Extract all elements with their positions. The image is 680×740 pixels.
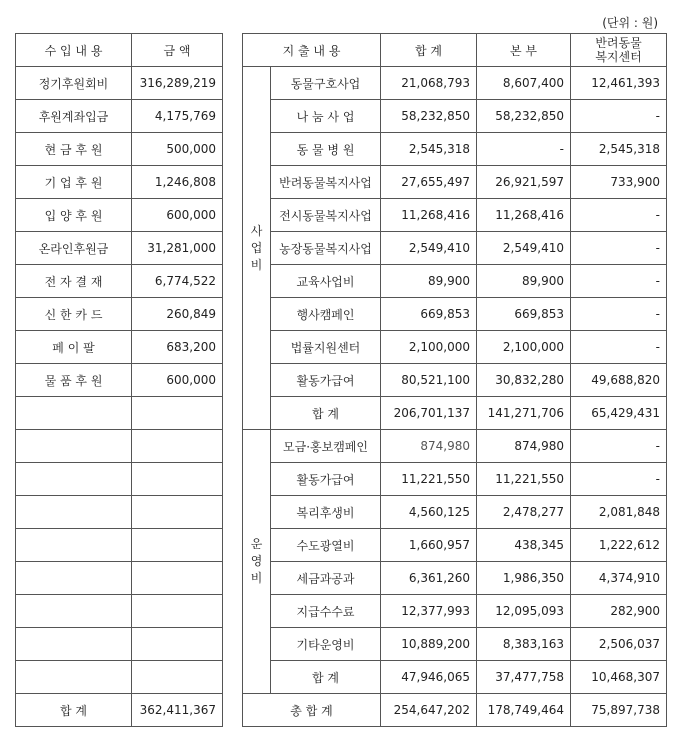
income-row bbox=[16, 133, 223, 166]
business-subtotal-hq: 141,271,706 bbox=[477, 397, 571, 430]
business-item: 농장동물복지사업 bbox=[271, 232, 381, 265]
income-empty-cell bbox=[132, 595, 223, 628]
business-hq: 2,100,000 bbox=[477, 331, 571, 364]
income-empty-row bbox=[16, 496, 223, 529]
operating-item: 기타운영비 bbox=[271, 628, 381, 661]
business-center: - bbox=[571, 298, 667, 331]
business-row bbox=[243, 133, 667, 166]
business-item: 교육사업비 bbox=[271, 265, 381, 298]
income-empty-cell bbox=[132, 628, 223, 661]
unit-note: (단위 : 원) bbox=[602, 16, 658, 30]
operating-center: 1,222,612 bbox=[571, 529, 667, 562]
income-empty-cell bbox=[16, 430, 132, 463]
operating-row bbox=[243, 529, 667, 562]
operating-row bbox=[243, 628, 667, 661]
business-hq: 26,921,597 bbox=[477, 166, 571, 199]
income-empty-row bbox=[16, 628, 223, 661]
income-amount: 500,000 bbox=[132, 133, 223, 166]
business-subtotal-total: 206,701,137 bbox=[381, 397, 477, 430]
income-item: 온라인후원금 bbox=[16, 232, 132, 265]
operating-item: 세금과공과 bbox=[271, 562, 381, 595]
business-hq: 11,268,416 bbox=[477, 199, 571, 232]
business-subtotal-label: 합 계 bbox=[271, 397, 381, 430]
operating-total: 4,560,125 bbox=[381, 496, 477, 529]
income-empty-cell bbox=[16, 496, 132, 529]
business-item: 동물구호사업 bbox=[271, 67, 381, 100]
income-item: 페 이 팔 bbox=[16, 331, 132, 364]
operating-row bbox=[243, 562, 667, 595]
operating-item: 복리후생비 bbox=[271, 496, 381, 529]
income-item: 물 품 후 원 bbox=[16, 364, 132, 397]
business-item: 행사캠페인 bbox=[271, 298, 381, 331]
business-row bbox=[243, 166, 667, 199]
income-amount: 31,281,000 bbox=[132, 232, 223, 265]
income-item: 후원계좌입금 bbox=[16, 100, 132, 133]
business-center: - bbox=[571, 232, 667, 265]
income-empty-row bbox=[16, 397, 223, 430]
income-row bbox=[16, 100, 223, 133]
income-empty-row bbox=[16, 595, 223, 628]
grand-total-center: 75,897,738 bbox=[571, 694, 667, 727]
business-group-label-text: 사 업 비 bbox=[250, 223, 263, 272]
business-hq: 58,232,850 bbox=[477, 100, 571, 133]
income-total-label: 합 계 bbox=[16, 694, 132, 727]
operating-item: 지급수수료 bbox=[271, 595, 381, 628]
income-empty-cell bbox=[132, 562, 223, 595]
business-center: - bbox=[571, 331, 667, 364]
income-total-amount: 362,411,367 bbox=[132, 694, 223, 727]
business-row bbox=[243, 364, 667, 397]
income-empty-cell bbox=[16, 463, 132, 496]
operating-group-label bbox=[243, 430, 271, 694]
income-empty-row bbox=[16, 463, 223, 496]
operating-row bbox=[243, 496, 667, 529]
income-amount: 260,849 bbox=[132, 298, 223, 331]
operating-subtotal-total: 47,946,065 bbox=[381, 661, 477, 694]
business-item: 활동가급여 bbox=[271, 364, 381, 397]
operating-hq: 8,383,163 bbox=[477, 628, 571, 661]
operating-hq: 874,980 bbox=[477, 430, 571, 463]
income-empty-cell bbox=[132, 496, 223, 529]
business-center: - bbox=[571, 265, 667, 298]
operating-subtotal-center: 10,468,307 bbox=[571, 661, 667, 694]
expense-table bbox=[242, 33, 667, 727]
business-total: 80,521,100 bbox=[381, 364, 477, 397]
expense-header-center bbox=[571, 34, 667, 67]
expense-header-center-line1: 반려동물 bbox=[595, 36, 642, 50]
grand-total-label: 총 합 계 bbox=[243, 694, 381, 727]
business-total: 27,655,497 bbox=[381, 166, 477, 199]
income-empty-cell bbox=[16, 661, 132, 694]
business-center: 49,688,820 bbox=[571, 364, 667, 397]
income-header-amount: 금 액 bbox=[132, 34, 223, 67]
income-total-row bbox=[16, 694, 223, 727]
operating-total: 1,660,957 bbox=[381, 529, 477, 562]
operating-center: - bbox=[571, 463, 667, 496]
operating-hq: 12,095,093 bbox=[477, 595, 571, 628]
operating-center: - bbox=[571, 430, 667, 463]
income-amount: 683,200 bbox=[132, 331, 223, 364]
business-row bbox=[243, 100, 667, 133]
business-total: 2,100,000 bbox=[381, 331, 477, 364]
income-empty-cell bbox=[132, 529, 223, 562]
expense-header-total: 합 계 bbox=[381, 34, 477, 67]
income-empty-cell bbox=[132, 397, 223, 430]
operating-hq: 1,986,350 bbox=[477, 562, 571, 595]
income-empty-row bbox=[16, 430, 223, 463]
operating-group-label-text: 운 영 비 bbox=[250, 537, 263, 585]
income-amount: 600,000 bbox=[132, 364, 223, 397]
business-hq: 89,900 bbox=[477, 265, 571, 298]
income-row bbox=[16, 265, 223, 298]
income-table bbox=[15, 33, 223, 727]
income-amount: 6,774,522 bbox=[132, 265, 223, 298]
business-total: 2,549,410 bbox=[381, 232, 477, 265]
business-total: 89,900 bbox=[381, 265, 477, 298]
income-empty-row bbox=[16, 661, 223, 694]
income-row bbox=[16, 232, 223, 265]
income-amount: 1,246,808 bbox=[132, 166, 223, 199]
income-empty-cell bbox=[16, 529, 132, 562]
operating-center: 282,900 bbox=[571, 595, 667, 628]
operating-center: 4,374,910 bbox=[571, 562, 667, 595]
income-empty-cell bbox=[132, 661, 223, 694]
business-hq: 2,549,410 bbox=[477, 232, 571, 265]
operating-row bbox=[243, 595, 667, 628]
business-center: - bbox=[571, 199, 667, 232]
operating-total: 11,221,550 bbox=[381, 463, 477, 496]
income-amount: 600,000 bbox=[132, 199, 223, 232]
operating-hq: 2,478,277 bbox=[477, 496, 571, 529]
business-item: 반려동물복지사업 bbox=[271, 166, 381, 199]
business-row bbox=[243, 331, 667, 364]
business-center: 12,461,393 bbox=[571, 67, 667, 100]
business-subtotal-center: 65,429,431 bbox=[571, 397, 667, 430]
business-total: 669,853 bbox=[381, 298, 477, 331]
operating-total: 6,361,260 bbox=[381, 562, 477, 595]
income-empty-cell bbox=[16, 595, 132, 628]
business-item: 나 눔 사 업 bbox=[271, 100, 381, 133]
income-item: 현 금 후 원 bbox=[16, 133, 132, 166]
income-empty-cell bbox=[16, 562, 132, 595]
business-center: 733,900 bbox=[571, 166, 667, 199]
business-total: 58,232,850 bbox=[381, 100, 477, 133]
business-total: 21,068,793 bbox=[381, 67, 477, 100]
income-header-item: 수 입 내 용 bbox=[16, 34, 132, 67]
business-hq: - bbox=[477, 133, 571, 166]
expense-header-row bbox=[243, 34, 667, 67]
business-item: 전시동물복지사업 bbox=[271, 199, 381, 232]
business-item: 법률지원센터 bbox=[271, 331, 381, 364]
expense-header-item: 지 출 내 용 bbox=[243, 34, 381, 67]
income-row bbox=[16, 166, 223, 199]
income-item: 정기후원회비 bbox=[16, 67, 132, 100]
income-row bbox=[16, 67, 223, 100]
income-item: 기 업 후 원 bbox=[16, 166, 132, 199]
business-row bbox=[243, 265, 667, 298]
operating-item: 활동가급여 bbox=[271, 463, 381, 496]
expense-header-hq: 본 부 bbox=[477, 34, 571, 67]
operating-total: 10,889,200 bbox=[381, 628, 477, 661]
income-row bbox=[16, 331, 223, 364]
operating-item: 모금·홍보캠페인 bbox=[271, 430, 381, 463]
business-row bbox=[243, 298, 667, 331]
income-item: 입 양 후 원 bbox=[16, 199, 132, 232]
grand-total-total: 254,647,202 bbox=[381, 694, 477, 727]
operating-subtotal-label: 합 계 bbox=[271, 661, 381, 694]
business-hq: 669,853 bbox=[477, 298, 571, 331]
operating-row bbox=[243, 463, 667, 496]
operating-center: 2,081,848 bbox=[571, 496, 667, 529]
grand-total-hq: 178,749,464 bbox=[477, 694, 571, 727]
business-total: 11,268,416 bbox=[381, 199, 477, 232]
income-item: 전 자 결 재 bbox=[16, 265, 132, 298]
expense-header-center-line2: 복지센터 bbox=[595, 50, 642, 64]
business-center: 2,545,318 bbox=[571, 133, 667, 166]
business-row bbox=[243, 67, 667, 100]
operating-subtotal-hq: 37,477,758 bbox=[477, 661, 571, 694]
income-row bbox=[16, 199, 223, 232]
income-item: 신 한 카 드 bbox=[16, 298, 132, 331]
operating-item: 수도광열비 bbox=[271, 529, 381, 562]
operating-hq: 11,221,550 bbox=[477, 463, 571, 496]
income-row bbox=[16, 364, 223, 397]
income-row bbox=[16, 298, 223, 331]
business-item: 동 물 병 원 bbox=[271, 133, 381, 166]
operating-subtotal-row bbox=[243, 661, 667, 694]
operating-center: 2,506,037 bbox=[571, 628, 667, 661]
income-header-row bbox=[16, 34, 223, 67]
business-group-label bbox=[243, 67, 271, 430]
income-empty-cell bbox=[132, 430, 223, 463]
income-amount: 316,289,219 bbox=[132, 67, 223, 100]
business-hq: 8,607,400 bbox=[477, 67, 571, 100]
operating-hq: 438,345 bbox=[477, 529, 571, 562]
income-empty-cell bbox=[16, 628, 132, 661]
grand-total-row bbox=[243, 694, 667, 727]
income-empty-cell bbox=[132, 463, 223, 496]
operating-total: 874,980 bbox=[381, 430, 477, 463]
business-row bbox=[243, 199, 667, 232]
business-row bbox=[243, 232, 667, 265]
income-empty-cell bbox=[16, 397, 132, 430]
operating-total: 12,377,993 bbox=[381, 595, 477, 628]
business-center: - bbox=[571, 100, 667, 133]
business-subtotal-row bbox=[243, 397, 667, 430]
income-empty-row bbox=[16, 529, 223, 562]
operating-row bbox=[243, 430, 667, 463]
business-hq: 30,832,280 bbox=[477, 364, 571, 397]
income-amount: 4,175,769 bbox=[132, 100, 223, 133]
business-total: 2,545,318 bbox=[381, 133, 477, 166]
income-empty-row bbox=[16, 562, 223, 595]
